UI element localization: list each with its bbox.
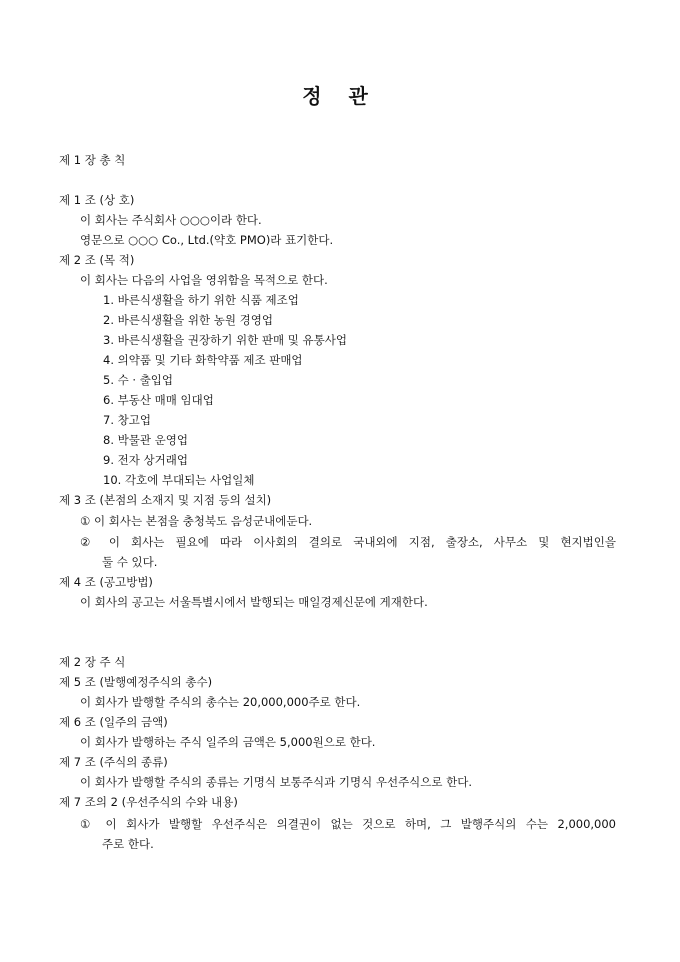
- article-1-heading: 제 1 조 (상 호): [59, 193, 135, 207]
- list-item: 1. 바른식생활을 하기 위한 식품 제조업: [103, 293, 299, 307]
- article-6-paragraph: 이 회사가 발행하는 주식 일주의 금액은 5,000원으로 한다.: [80, 735, 376, 749]
- list-item: 7. 창고업: [103, 413, 151, 427]
- list-item: 4. 의약품 및 기타 화학약품 제조 판매업: [103, 353, 303, 367]
- article-6-heading: 제 6 조 (일주의 금액): [59, 715, 168, 729]
- article-7-paragraph: 이 회사가 발행할 주식의 종류는 기명식 보통주식과 기명식 우선주식으로 한다.: [80, 775, 473, 789]
- article-7-2-clause-1: ① 이 회사가 발행할 우선주식은 의결권이 없는 것으로 하며, 그 발행주식의 수는 2,000,000: [80, 817, 617, 831]
- list-item: 10. 각호에 부대되는 사업일체: [103, 473, 255, 487]
- list-item: 5. 수 · 출입업: [103, 373, 174, 387]
- article-7-2-heading: 제 7 조의 2 (우선주식의 수와 내용): [59, 795, 238, 809]
- article-2-intro: 이 회사는 다음의 사업을 영위함을 목적으로 한다.: [80, 273, 328, 287]
- article-1-paragraph: 이 회사는 주식회사 ○○○이라 한다.: [80, 213, 262, 227]
- chapter-2-heading: 제 2 장 주 식: [59, 655, 126, 669]
- list-item: 8. 박물관 운영업: [103, 433, 188, 447]
- article-4-heading: 제 4 조 (공고방법): [59, 575, 153, 589]
- article-5-paragraph: 이 회사가 발행할 주식의 총수는 20,000,000주로 한다.: [80, 695, 361, 709]
- article-2-heading: 제 2 조 (목 적): [59, 253, 135, 267]
- list-item: 9. 전자 상거래업: [103, 453, 188, 467]
- list-item: 3. 바른식생활을 권장하기 위한 판매 및 유통사업: [103, 333, 347, 347]
- article-7-heading: 제 7 조 (주식의 종류): [59, 755, 168, 769]
- article-3-clause-2: ② 이 회사는 필요에 따라 이사회의 결의로 국내외에 지점, 출장소, 사무소 및 현지법인을: [80, 535, 616, 549]
- article-3-clause-2-continued: 둘 수 있다.: [102, 555, 158, 569]
- article-3-heading: 제 3 조 (본점의 소재지 및 지점 등의 설치): [59, 493, 272, 507]
- document-title: 정 관: [302, 84, 378, 108]
- list-item: 2. 바른식생활을 위한 농원 경영업: [103, 313, 274, 327]
- article-7-2-clause-1-continued: 주로 한다.: [102, 837, 154, 851]
- article-1-paragraph: 영문으로 ○○○ Co., Ltd.(약호 PMO)라 표기한다.: [80, 233, 334, 247]
- article-5-heading: 제 5 조 (발행예정주식의 총수): [59, 675, 213, 689]
- chapter-1-heading: 제 1 장 총 칙: [59, 153, 126, 167]
- article-3-clause-1: ① 이 회사는 본점을 충청북도 음성군내에둔다.: [80, 514, 313, 528]
- list-item: 6. 부동산 매매 임대업: [103, 393, 214, 407]
- article-4-paragraph: 이 회사의 공고는 서울특별시에서 발행되는 매일경제신문에 게재한다.: [80, 595, 428, 609]
